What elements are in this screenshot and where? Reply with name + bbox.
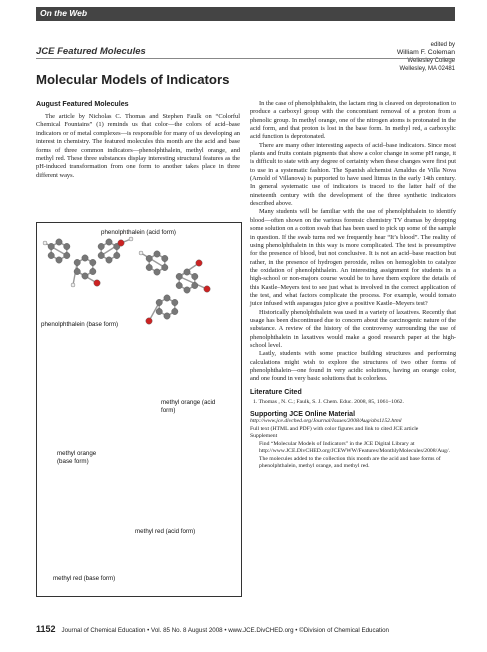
supporting-fulltext: Full text (HTML and PDF) with color figures and link to cited JCE article	[250, 425, 419, 432]
editor-affiliation: Wellesley College	[407, 58, 455, 64]
literature-heading: Literature Cited	[250, 388, 302, 396]
section-subhead: August Featured Molecules	[36, 100, 129, 108]
supplement-text: Find “Molecular Models of Indicators” in the JCE Digital Library at http://www.JCE.DivCHED.org/JCEWWW/Features/MonthlyMolecules/2008/Aug/.	[259, 440, 450, 455]
right-column	[250, 100, 456, 471]
label-phenolphthalein-acid: phenolphthalein (acid form)	[101, 229, 176, 236]
article-title: Molecular Models of Indicators	[36, 72, 230, 87]
supplement-label: Supplement	[250, 433, 278, 440]
reference-1: 1. Thomas , N. C.; Faulk, S. J. Chem. Educ. 2008, 85, 1061–1062.	[253, 398, 404, 405]
intro-paragraph: The article by Nicholas C. Thomas and Stephen Faulk on “Colorful Chemical Fountains” (1) reminds us that color—the colors of acid–base indicators or of metal complexes—is responsible for many of us developing an interest in chemistry. The featured molecules this month are the acid and base forms of three common indicators—phenolphthalein, methyl orange, and methyl red. These three substances display interesting structural features as the pH-induced transformation from one form to another takes place in three different ways.	[36, 113, 240, 179]
editor-role: edited by	[430, 42, 455, 48]
editor-block	[397, 41, 455, 73]
body-paragraph: There are many other interesting aspects of acid–base indicators. Since most plants and fruits contain pigments that show a color change in some pH range, it is difficult to state with any degree of certainty when these changes were first put to use in a systematic fashion. The Spanish alchemist Arnaldus de Villa Nova (Arnold of Villanova) is purported to have used litmus in the early 14th century. In general systematic use of indicators is traced to the latter half of the nineteenth century with the development of the three synthetic indicators described above.	[250, 141, 456, 208]
editor-name: William F. Coleman	[396, 49, 455, 56]
label-phenolphthalein-base: phenolphthalein (base form)	[41, 321, 119, 328]
column-label: JCE Featured Molecules	[36, 46, 146, 57]
supplement-text-2: The molecules added to the collection this month are the acid and base forms of phenolphthalein, methyl orange, and methyl red.	[259, 455, 441, 470]
supporting-url[interactable]: http://www.jce.divched.org/Journal/Issues/2008/Aug/abs1152.html	[250, 418, 402, 425]
molecule-figure	[36, 222, 242, 597]
body-paragraph: Historically phenolphthalein was used in a variety of laxatives. Recently that usage has been discontinued due to concern about the carcinogenic nature of the substance. A review of the history of the controversy surrounding the use of phenolphthalein in laxatives would make a good research paper at the high-school level.	[250, 308, 456, 349]
body-paragraph: In the case of phenolphthalein, the lactam ring is cleaved on deprotonation to produce a carboxyl group with the concomitant removal of a proton from a phenolic group. In methyl orange, one of the nitrogen atoms is protonated in the acid form, and that proton is lost in the base form. In methyl red, a carboxylic acid function is deprotonated.	[250, 100, 456, 141]
body-paragraph: Lastly, students with some practice building structures and performing calculations might wish to explore the structures of two other forms of phenolphthalein—one found in very acidic solutions, having an orange color, and one found in very basic solutions that is colorless.	[250, 350, 456, 383]
header-bar	[36, 7, 455, 21]
supporting-heading: Supporting JCE Online Material	[250, 411, 356, 419]
body-paragraph: Many students will be familiar with the use of phenolphthalein to identify blood—often shown on the various forensic chemistry TV dramas by dropping some solution on a cotton swab that has been used to pick up some of the sample in question. If the swab turns red we frequently hear “It’s blood”. The reality of using phenolphthalein in this way is more complicated. The test is presumptive for the presence of blood, but not conclusive. It is not an acid–base reaction but rather, in the presence of hydrogen peroxide, relies on hemoglobin to catalyze the oxidation of phenolphthalein. An interesting assignment for students in a high-school or non-majors course would be to have them explore the details of this Kastle–Meyers test to see just what is involved in the correct application of the test, and what factors complicate the process. For example, would tomato juice infused with asparagus juice give a positive Kastle–Meyers test?	[250, 208, 456, 308]
phenolphthalein-acid-model	[43, 237, 133, 287]
header-rule	[36, 58, 455, 59]
label-methyl-red-acid: methyl red (acid form)	[135, 528, 196, 535]
phenolphthalein-base-model	[139, 251, 210, 324]
section-label: On the Web	[40, 8, 88, 18]
editor-address: Wellesley, MA 02481	[399, 66, 455, 72]
page-number: 1152	[36, 624, 56, 634]
label-methyl-orange-acid: methyl orange (acid form)	[161, 399, 216, 414]
footer-citation: Journal of Chemical Education • Vol. 85 No. 8 August 2008 • www.JCE.DivCHED.org • ©Division of Chemical Education	[61, 627, 389, 634]
intro-text	[36, 113, 240, 180]
label-methyl-orange-base: methyl orange (base form)	[57, 450, 97, 465]
page-footer	[36, 624, 455, 634]
label-methyl-red-base: methyl red (base form)	[53, 575, 116, 582]
